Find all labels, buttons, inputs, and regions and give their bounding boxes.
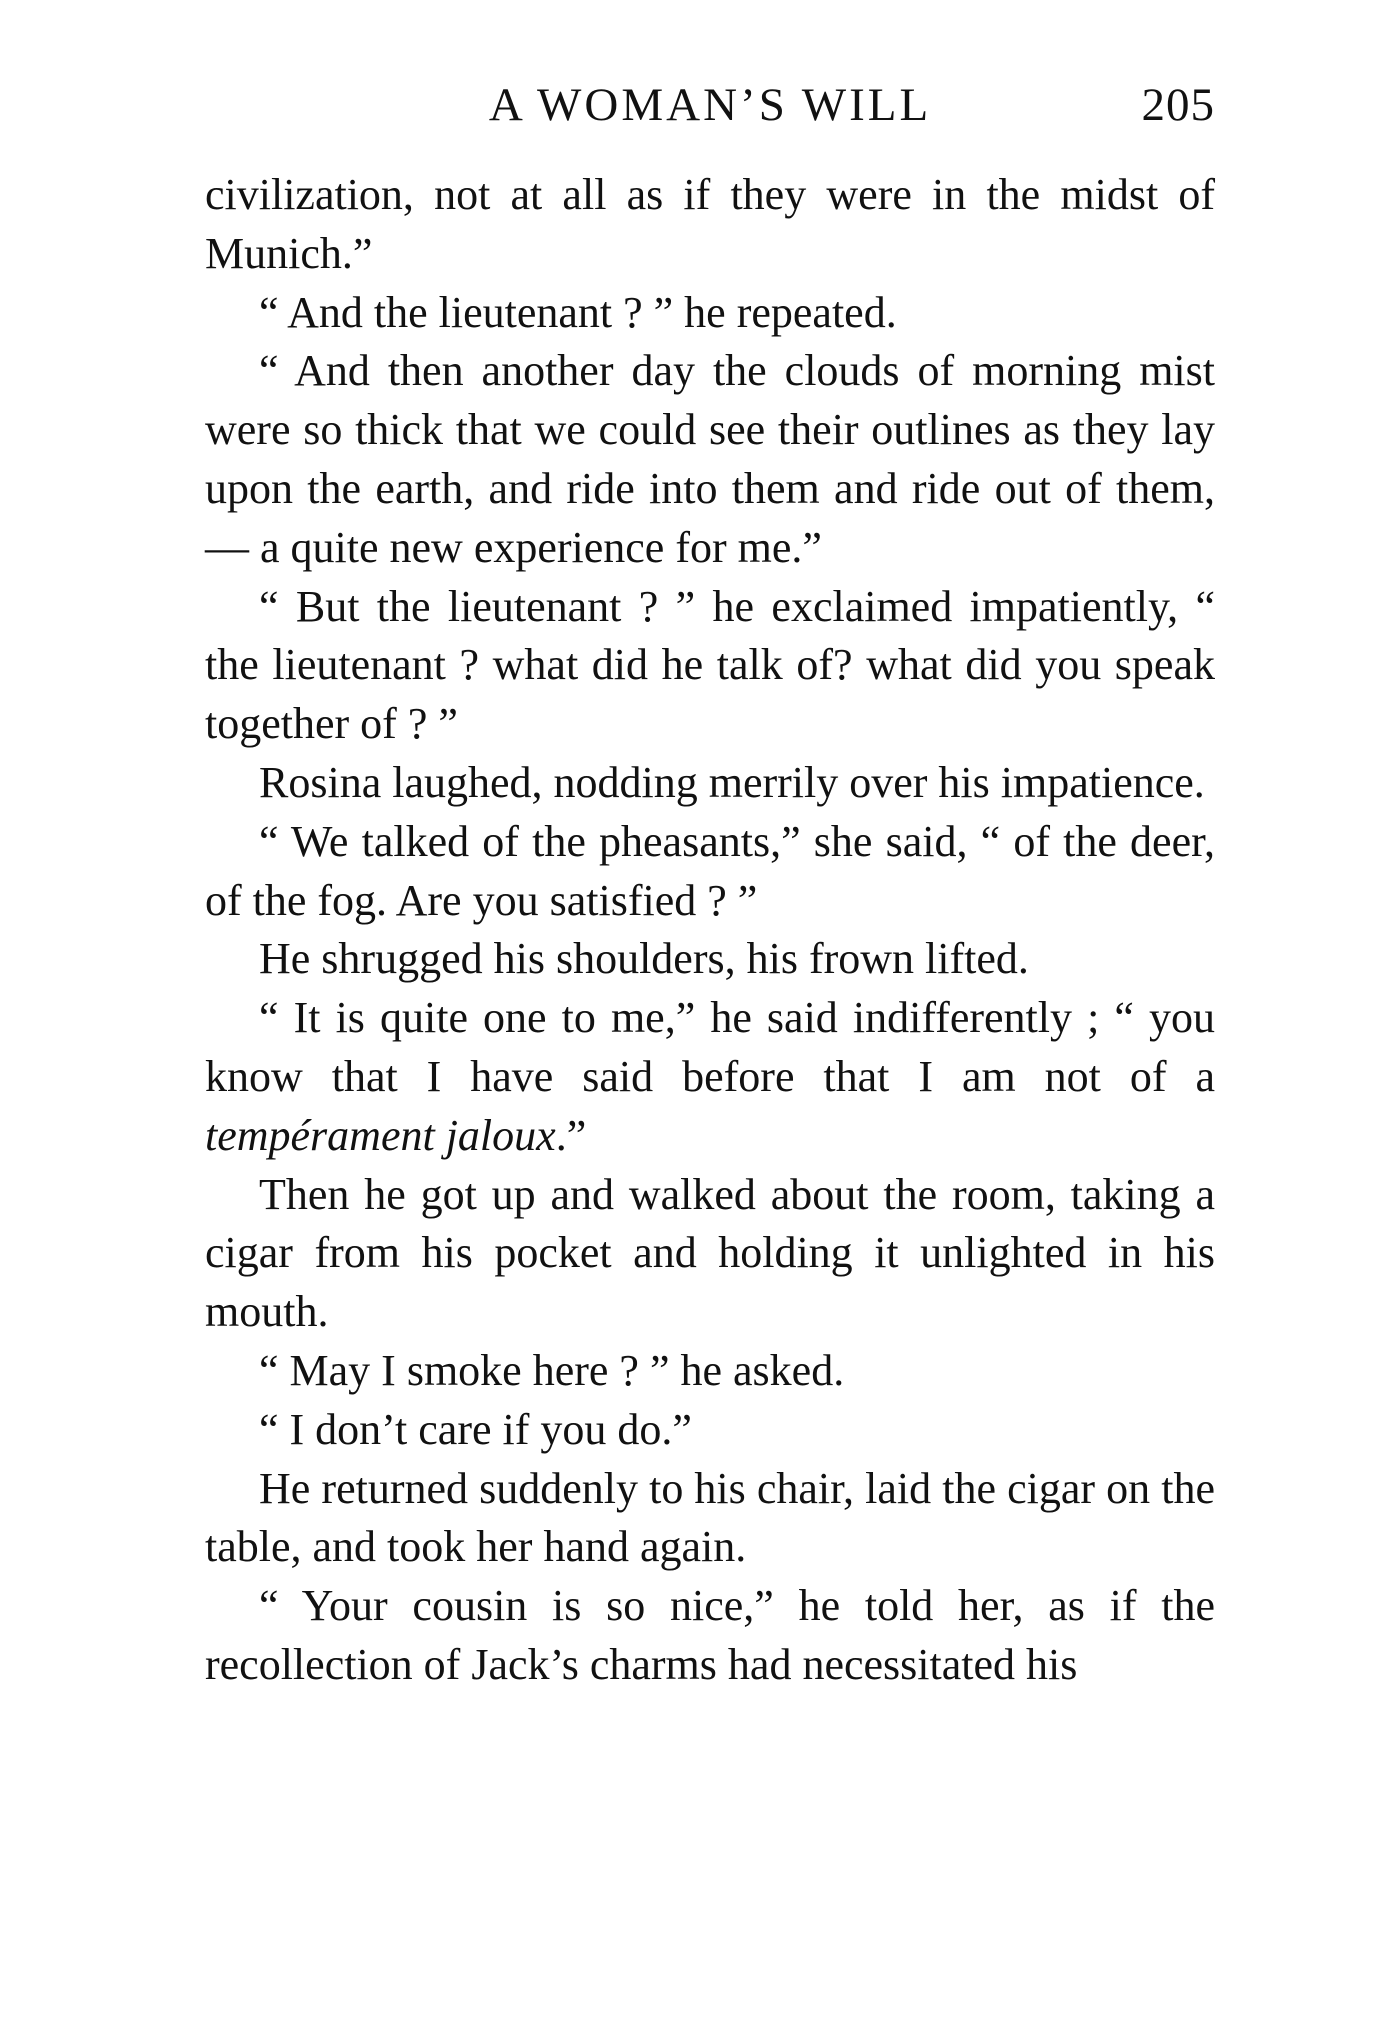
running-title: A WOMAN’S WILL [488,79,932,131]
paragraph: He returned suddenly to his chair, laid the cigar on the table, and took her hand again. [205,1463,1215,1572]
running-head [205,70,1215,140]
paragraph: Then he got up and walked about the room, taking a cigar from his pocket and holding it unlighted in his mouth. [205,1169,1215,1337]
paragraph-text: .” [555,1110,587,1160]
paragraph [205,989,1215,1165]
paragraph: “ But the lieutenant ? ” he exclaimed impatiently, “ the lieutenant ? what did he talk of? what did you speak together of ? ” [205,581,1215,749]
paragraph-text: “ It is quite one to me,” he said indifferently ; “ you know that I have said before that I am not of a [205,993,1215,1101]
paragraph: “ We talked of the pheasants,” she said, “ of the deer, of the fog. Are you satisfied ? ” [205,816,1215,925]
paragraph: He shrugged his shoulders, his frown lifted. [259,934,1029,984]
italic-phrase: tempérament jaloux [205,1110,556,1160]
body-text [205,166,1215,1695]
paragraph: “ Your cousin is so nice,” he told her, as if the recollection of Jack’s charms had necessitated his [205,1581,1215,1689]
page-number: 205 [1141,79,1215,131]
paragraph: “ May I smoke here ? ” he asked. [259,1345,845,1395]
paragraph: “ And then another day the clouds of morning mist were so thick that we could see their outlines as they lay upon the earth, and ride into them and ride out of them, — a quite new experience for me.” [205,346,1215,572]
paragraph: “ And the lieutenant ? ” he repeated. [259,287,897,337]
paragraph: “ I don’t care if you do.” [259,1404,692,1454]
paragraph: civilization, not at all as if they were in the midst of Munich.” [205,170,1215,278]
paragraph: Rosina laughed, nodding merrily over his impatience. [259,757,1205,807]
